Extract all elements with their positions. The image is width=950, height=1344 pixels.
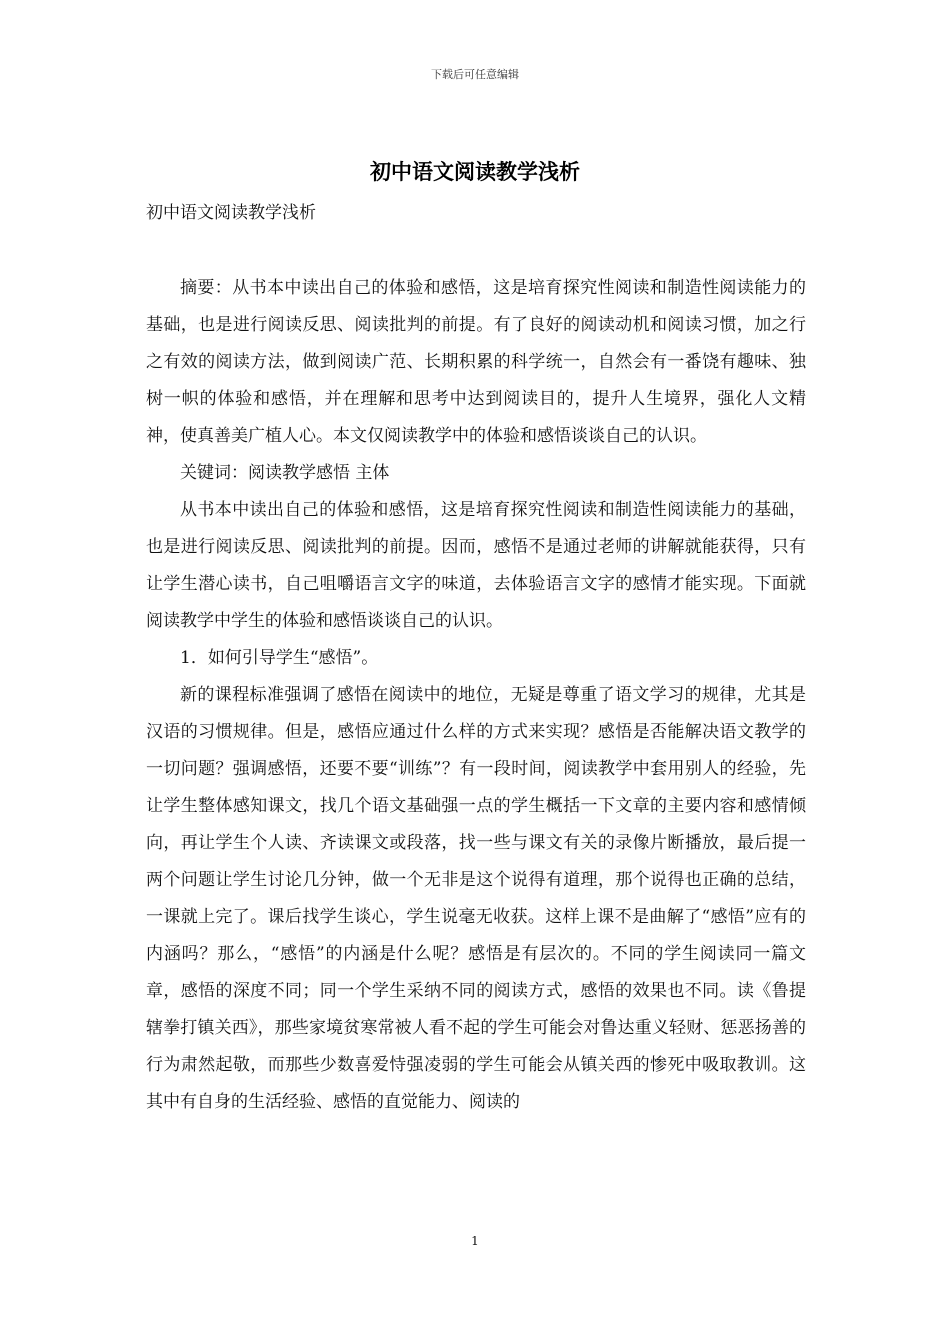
body-paragraph: 新的课程标准强调了感悟在阅读中的地位，无疑是尊重了语文学习的规律，尤其是汉语的习惯规律。但是，感悟应通过什么样的方式来实现？感悟是否能解决语文教学的一切问题？强调感悟，还要不要“训练”？有一段时间，阅读教学中套用别人的经验，先让学生整体感知课文，找几个语文基础强一点的学生概括一下文章的主要内容和感情倾向，再让学生个人读、齐读课文或段落，找一些与课文有关的录像片断播放，最后提一两个问题让学生讨论几分钟，做一个无非是这个说得有道理，那个说得也正确的总结，一课就上完了。课后找学生谈心，学生说毫无收获。这样上课不是曲解了“感悟”应有的内涵吗？那么，“感悟”的内涵是什么呢？感悟是有层次的。不同的学生阅读同一篇文章，感悟的深度不同；同一个学生采纳不同的阅读方式，感悟的效果也不同。读《鲁提辖拳打镇关西》，那些家境贫寒常被人看不起的学生可能会对鲁达重义轻财、惩恶扬善的行为肃然起敬，而那些少数喜爱恃强凌弱的学生可能会从镇关西的惨死中吸取教训。这其中有自身的生活经验、感悟的直觉能力、阅读的	[146, 685, 806, 1112]
document-body	[146, 270, 806, 1121]
document-title: 初中语文阅读教学浅析	[370, 159, 580, 184]
section-heading: 1．如何引导学生“感悟”。	[180, 648, 379, 668]
keywords-paragraph: 关键词：阅读教学感悟 主体	[180, 463, 390, 483]
abstract-paragraph: 摘要：从书本中读出自己的体验和感悟，这是培育探究性阅读和制造性阅读能力的基础，也是进行阅读反思、阅读批判的前提。有了良好的阅读动机和阅读习惯，加之行之有效的阅读方法，做到阅读广范、长期积累的科学统一，自然会有一番饶有趣味、独树一帜的体验和感悟，并在理解和思考中达到阅读目的，提升人生境界，强化人文精神，使真善美广植人心。本文仅阅读教学中的体验和感悟谈谈自己的认识。	[146, 278, 806, 446]
page-number: 1	[471, 1234, 479, 1248]
intro-paragraph: 从书本中读出自己的体验和感悟，这是培育探究性阅读和制造性阅读能力的基础，也是进行阅读反思、阅读批判的前提。因而，感悟不是通过老师的讲解就能获得，只有让学生潜心读书，自己咀嚼语言文字的味道，去体验语言文字的感情才能实现。下面就阅读教学中学生的体验和感悟谈谈自己的认识。	[146, 500, 806, 631]
document-subtitle: 初中语文阅读教学浅析	[146, 203, 316, 223]
header-note: 下载后可任意编辑	[431, 68, 519, 81]
